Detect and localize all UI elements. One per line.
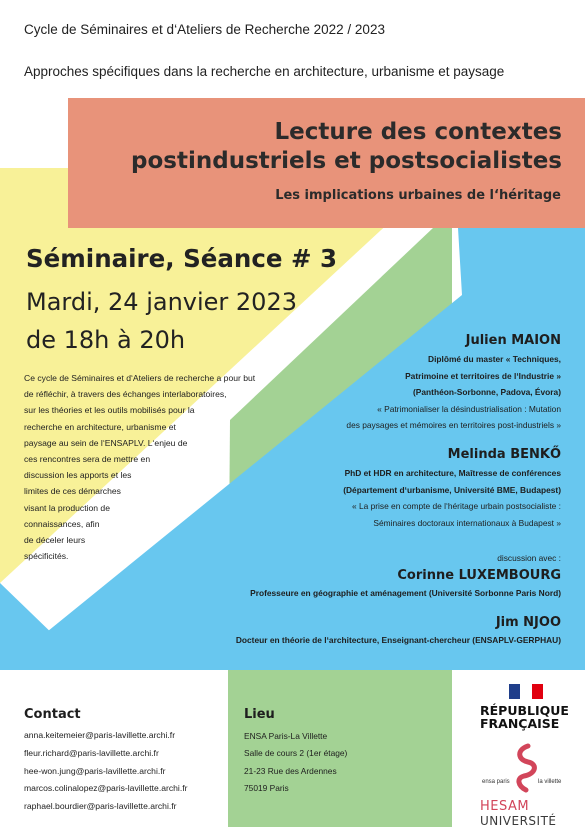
discussant-role: Docteur en théorie de l‘architecture, Enseignant-chercheur (ENSAPLV-GERPHAU) <box>235 635 561 645</box>
intro-text <box>24 370 255 564</box>
hesam-line-2: UNIVERSITÉ <box>480 814 557 828</box>
discussant-role: Professeure en géographie et aménagement (Université Sorbonne Paris Nord) <box>250 587 561 598</box>
contact-email[interactable]: fleur.richard@paris-lavillette.archi.fr <box>24 747 159 758</box>
intro-line: discussion les apports et les <box>24 470 132 481</box>
talk-title: « La prise en compte de l‘héritage urbain postsocialiste : <box>351 501 561 511</box>
intro-line: paysage au sein de l‘ENSAPLV. L‘enjeu de <box>24 437 188 448</box>
ensa-spiral-icon <box>480 742 572 794</box>
ensa-left-text: ensa paris <box>482 779 510 785</box>
speaker-name: Melinda BENKŐ <box>447 447 561 462</box>
intro-line: connaissances, afin <box>24 518 100 529</box>
session-date: Mardi, 24 janvier 2023 <box>26 288 297 316</box>
discussant-name: Corinne LUXEMBOURG <box>397 567 561 583</box>
discussion-label: discussion avec : <box>497 553 561 563</box>
speaker-credential: Patrimoine et territoires de l‘Industrie » <box>405 370 561 381</box>
intro-line: limites de ces démarches <box>24 486 121 497</box>
discussion-block <box>236 550 561 649</box>
speaker-credential: Diplômé du master « Techniques, <box>428 354 561 364</box>
series-title: Cycle de Séminaires et d‘Ateliers de Recherche 2022 / 2023 <box>24 22 385 37</box>
contact-email[interactable]: raphael.bourdier@paris-lavillette.archi.fr <box>24 801 177 812</box>
theme-line: Approches spécifiques dans la recherche en architecture, urbanisme et paysage <box>24 64 505 79</box>
contact-list <box>24 727 187 816</box>
intro-line: visant la production de <box>24 502 110 513</box>
contact-email[interactable]: anna.keitemeier@paris-lavillette.archi.fr <box>24 730 176 740</box>
intro-line: ces rencontres sera de mettre en <box>24 454 151 465</box>
speaker-melinda-benko <box>343 447 561 531</box>
logos <box>480 680 572 828</box>
contact-email[interactable]: marcos.colinalopez@paris-lavillette.archi.fr <box>24 783 188 794</box>
contact-heading: Contact <box>24 707 81 722</box>
intro-line: de déceler leurs <box>24 535 86 546</box>
republique-line-2: FRANÇAISE <box>480 716 560 731</box>
session-label: Séminaire, Séance # 3 <box>26 244 338 273</box>
venue-line: Salle de cours 2 (1er étage) <box>244 748 348 759</box>
venue-address <box>244 728 347 798</box>
intro-line: sur les théories et les outils mobilisés pour la <box>24 405 195 416</box>
main-title <box>90 118 562 176</box>
speaker-credential: (Panthéon-Sorbonne, Padova, Évora) <box>413 387 561 397</box>
subtitle: Les implications urbaines de l‘héritage <box>275 188 561 203</box>
intro-line: recherche en architecture, urbanisme et <box>24 421 176 432</box>
talk-title: « Patrimonialiser la désindustrialisation : Mutation <box>377 403 561 414</box>
main-title-line-1: Lecture des contextes <box>274 119 562 145</box>
discussant-name: Jim NJOO <box>495 615 561 630</box>
session-datetime <box>26 283 297 359</box>
french-flag-icon <box>509 684 543 699</box>
speaker-name: Julien MAION <box>465 333 561 348</box>
venue-line: ENSA Paris-La Villette <box>244 731 328 741</box>
venue-line: 21-23 Rue des Ardennes <box>244 765 337 776</box>
speaker-credential: PhD et HDR en architecture, Maîtresse de conférences <box>344 468 561 478</box>
intro-line: Ce cycle de Séminaires et d‘Ateliers de recherche a pour but <box>24 373 256 383</box>
ensa-right-text: la villette <box>538 779 562 785</box>
main-title-line-2: postindustriels et postsocialistes <box>131 148 562 174</box>
venue-heading: Lieu <box>244 707 275 722</box>
republique-francaise-logo <box>480 684 572 730</box>
speaker-julien-maion <box>346 333 561 434</box>
intro-line: de réfléchir, à travers des échanges interlaboratoires, <box>24 389 227 400</box>
talk-title: Séminaires doctoraux internationaux à Budapest » <box>373 517 561 528</box>
talk-title: des paysages et mémoires en territoires post-industriels » <box>346 420 561 430</box>
contact-email[interactable]: hee-won.jung@paris-lavillette.archi.fr <box>24 765 166 776</box>
intro-line: spécificités. <box>24 551 69 562</box>
session-time: de 18h à 20h <box>26 326 186 354</box>
republique-line-1: RÉPUBLIQUE <box>480 703 569 718</box>
hesam-universite-logo <box>480 800 572 828</box>
hesam-line-1: HESAM <box>480 799 530 814</box>
ensa-paris-la-villette-logo <box>480 742 572 794</box>
speaker-credential: (Département d‘urbanisme, Université BME, Budapest) <box>343 484 561 495</box>
venue-line: 75019 Paris <box>244 783 289 794</box>
